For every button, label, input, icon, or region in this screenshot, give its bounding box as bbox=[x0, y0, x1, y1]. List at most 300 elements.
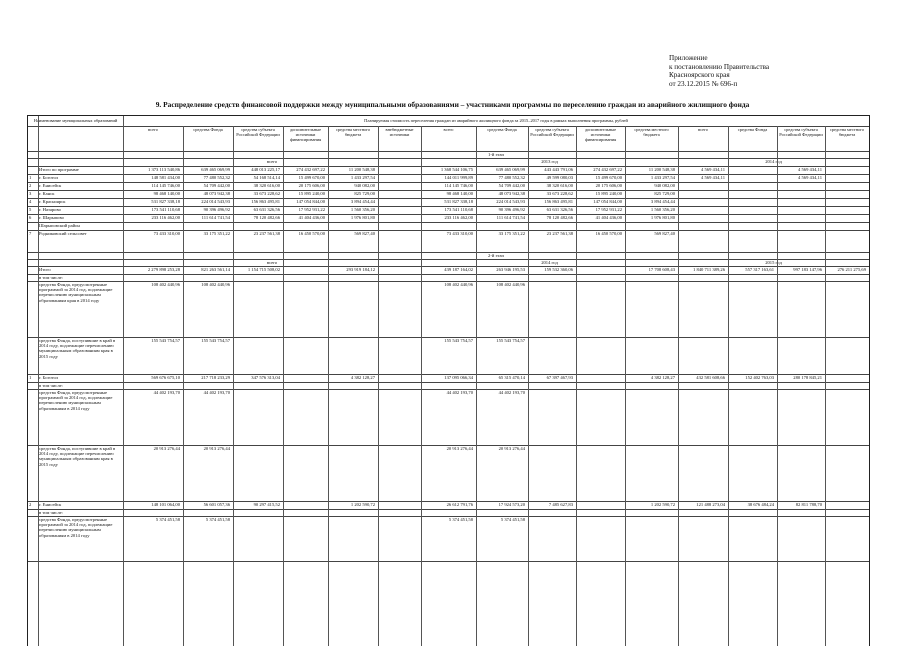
cell-value: 2 279 898 253,28 bbox=[147, 267, 180, 272]
cell-value: 4 569 434,11 bbox=[701, 167, 725, 172]
cell-value: 639 465 069,99 bbox=[496, 167, 525, 172]
cell-value: 114 145 746,00 bbox=[151, 183, 180, 188]
cell-value bbox=[826, 199, 866, 205]
cell-value bbox=[729, 207, 774, 213]
cell-value bbox=[529, 517, 573, 524]
cell-value: 108 402 440,96 bbox=[444, 282, 473, 287]
header-sub: средства субъекта Российской Федерации bbox=[530, 127, 574, 137]
cell-value bbox=[778, 282, 822, 289]
cell-value bbox=[234, 446, 280, 453]
cell-value: 1 368 544 106,75 bbox=[440, 167, 473, 172]
cell-value: 263 946 195,53 bbox=[496, 267, 525, 272]
cell-value bbox=[626, 517, 675, 524]
cell-value bbox=[284, 282, 325, 289]
cell-value bbox=[329, 390, 375, 397]
cell-value bbox=[826, 390, 866, 397]
cell-value bbox=[379, 167, 418, 173]
cell-value: 121 488 273,04 bbox=[696, 502, 725, 507]
cell-value: 569 676 675,10 bbox=[151, 375, 180, 380]
row-name: средства Фонда, предусмотренные программой за 2014 год, подлежащие перечислению муниципальным образованиям в 2014 году bbox=[39, 390, 113, 411]
row-name: Итого по программе bbox=[39, 167, 79, 172]
cell-value bbox=[234, 338, 280, 345]
cell-value: 16 450 570,00 bbox=[298, 231, 325, 236]
cell-value bbox=[234, 517, 280, 524]
cell-value: 293 919 184,12 bbox=[346, 267, 375, 272]
column-line bbox=[678, 126, 679, 646]
cell-value bbox=[234, 282, 280, 289]
cell-value: 4 382 128,27 bbox=[650, 375, 675, 380]
row-name: Итого bbox=[39, 267, 51, 272]
cell-value: 73 433 310,00 bbox=[446, 231, 473, 236]
header-sub: всего bbox=[148, 127, 158, 132]
cell-value: 1 202 590,72 bbox=[350, 502, 375, 507]
row-name: средства Фонда, поступившие в край в 2014 году, подлежащие перечислению муниципальным образованиям края в 2015 году bbox=[39, 338, 116, 359]
cell-value: 3 894 454,44 bbox=[650, 199, 675, 204]
cell-value bbox=[729, 390, 774, 397]
row-name: средства Фонда, предусмотренные программой за 2014 год, подлежащие перечислению муниципальным образованиям края в 2014 году bbox=[39, 282, 113, 303]
cell-value: 20 913 276,44 bbox=[446, 446, 473, 451]
cell-value bbox=[184, 223, 230, 229]
cell-value: 432 581 608,66 bbox=[696, 375, 725, 380]
cell-value: 148 581 434,00 bbox=[151, 175, 180, 180]
row-number: 5 bbox=[29, 207, 32, 212]
cell-value bbox=[284, 267, 325, 274]
cell-value: 15 895 240,00 bbox=[595, 191, 622, 196]
cell-value: 90 297 415,52 bbox=[253, 502, 280, 507]
cell-value bbox=[679, 446, 725, 453]
cell-value bbox=[529, 282, 573, 289]
cell-value bbox=[778, 215, 822, 221]
cell-value: 147 054 844,00 bbox=[593, 199, 622, 204]
cell-value bbox=[729, 282, 774, 289]
cell-value: 90 396 496,92 bbox=[498, 207, 525, 212]
header-sub: всего bbox=[698, 127, 708, 132]
cell-value bbox=[679, 338, 725, 345]
row-name: г. Боготол bbox=[39, 375, 59, 380]
cell-value bbox=[679, 231, 725, 251]
cell-value bbox=[729, 517, 774, 524]
cell-value: 33 175 351,22 bbox=[498, 231, 525, 236]
cell-value bbox=[379, 223, 418, 229]
cell-value: 17 952 931,22 bbox=[595, 207, 622, 212]
cell-value bbox=[778, 517, 822, 524]
cell-value bbox=[284, 446, 325, 453]
cell-value: 33 175 351,22 bbox=[203, 231, 230, 236]
cell-value: 44 402 193,70 bbox=[498, 390, 525, 395]
cell-value bbox=[729, 199, 774, 205]
cell-value: 173 541 110,68 bbox=[444, 207, 473, 212]
cell-value: 531 827 338,18 bbox=[151, 199, 180, 204]
cell-value: 5 374 451,58 bbox=[155, 517, 180, 522]
cell-value: 4 569 434,11 bbox=[798, 175, 822, 180]
cell-value: 147 054 844,00 bbox=[296, 199, 325, 204]
row-number bbox=[29, 275, 37, 280]
cell-value: 73 433 310,00 bbox=[153, 231, 180, 236]
header-line: к постановлению Правительства bbox=[669, 62, 770, 71]
cell-value: 82 811 788,70 bbox=[795, 502, 822, 507]
cell-value: 26 612 791,76 bbox=[446, 502, 473, 507]
cell-value bbox=[379, 375, 418, 382]
cell-value bbox=[729, 223, 774, 229]
column-line bbox=[576, 126, 577, 646]
cell-value: 569 827,40 bbox=[354, 231, 375, 236]
cell-value bbox=[679, 223, 725, 229]
cell-value: 821 263 561,14 bbox=[201, 267, 230, 272]
row-name: г. Шарыпово bbox=[39, 215, 64, 220]
column-line bbox=[728, 126, 729, 646]
row-name: средства Фонда, предусмотренные программой за 2014 год, подлежащие перечислению муниципальным образованиям в 2014 году bbox=[39, 517, 113, 538]
cell-value bbox=[284, 517, 325, 524]
cell-value: 56 601 057,36 bbox=[203, 502, 230, 507]
row-name: г. Назарово bbox=[39, 207, 61, 212]
cell-value: 63 631 326,56 bbox=[546, 207, 573, 212]
cell-value bbox=[778, 231, 822, 251]
cell-value: 639 465 069,99 bbox=[201, 167, 230, 172]
cell-value bbox=[284, 502, 325, 509]
row-number bbox=[29, 517, 37, 560]
cell-value: 15 895 240,00 bbox=[298, 191, 325, 196]
cell-value bbox=[778, 191, 822, 197]
cell-value bbox=[379, 390, 418, 397]
header-line: от 23.12.2015 № 696-п bbox=[669, 79, 738, 88]
cell-value bbox=[679, 390, 725, 397]
cell-value: 224 014 543,93 bbox=[496, 199, 525, 204]
cell-value bbox=[577, 223, 622, 229]
row-number bbox=[29, 267, 37, 273]
cell-value bbox=[529, 338, 573, 345]
cell-value bbox=[729, 183, 774, 189]
cell-value: 17 924 573,20 bbox=[498, 502, 525, 507]
cell-value: 7 485 627,83 bbox=[548, 502, 573, 507]
cell-value bbox=[826, 502, 866, 509]
cell-value bbox=[826, 183, 866, 189]
cell-value bbox=[577, 267, 622, 274]
row-number bbox=[29, 282, 37, 336]
cell-value: 41 404 436,00 bbox=[595, 215, 622, 220]
row-name: г. Енисейск bbox=[39, 183, 62, 188]
header-sub: дополнительные источники финансирования bbox=[289, 127, 322, 142]
column-line bbox=[528, 126, 529, 646]
cell-value: 20 175 606,00 bbox=[298, 183, 325, 188]
cell-value bbox=[626, 390, 675, 397]
column-line bbox=[328, 126, 329, 646]
cell-value bbox=[826, 282, 866, 289]
cell-value bbox=[778, 390, 822, 397]
cell-value bbox=[826, 231, 866, 251]
row-name: г. Боготол bbox=[39, 175, 59, 180]
cell-value: 4 569 434,11 bbox=[701, 175, 725, 180]
cell-value bbox=[826, 375, 866, 382]
cell-value: 33 673 228,62 bbox=[546, 191, 573, 196]
cell-value bbox=[626, 338, 675, 345]
cell-value: 111 614 741,54 bbox=[496, 215, 525, 220]
cell-value: 4 382 128,27 bbox=[350, 375, 375, 380]
cell-value bbox=[729, 231, 774, 251]
row-number: 2 bbox=[29, 183, 32, 188]
cell-value bbox=[234, 390, 280, 397]
cell-value bbox=[284, 390, 325, 397]
cell-value: 137 095 066,34 bbox=[444, 375, 473, 380]
header-main: Планируемая стоимость переселения граждан из аварийного жилищного фонда за 2015–2017 годы в рамках выполнения программы, рублей bbox=[364, 118, 628, 123]
cell-value bbox=[729, 191, 774, 197]
cell-value: 156 863 495,81 bbox=[544, 199, 573, 204]
cell-value: 217 718 233,29 bbox=[201, 375, 230, 380]
cell-value bbox=[577, 517, 622, 524]
cell-value: 1 560 356,20 bbox=[650, 207, 675, 212]
cell-value: 1 433 297,54 bbox=[650, 175, 675, 180]
row-number bbox=[29, 167, 37, 173]
cell-value: 156 863 495,81 bbox=[251, 199, 280, 204]
cell-value bbox=[284, 338, 325, 345]
table-row bbox=[28, 561, 869, 562]
row-number bbox=[29, 223, 37, 229]
cell-value bbox=[826, 517, 866, 524]
cell-value: 23 237 561,38 bbox=[546, 231, 573, 236]
cell-value bbox=[422, 223, 473, 229]
cell-value: 439 187 164,02 bbox=[444, 267, 473, 272]
cell-value: 152 402 763,03 bbox=[745, 375, 774, 380]
cell-value bbox=[679, 282, 725, 289]
cell-value: 17 952 931,22 bbox=[298, 207, 325, 212]
cell-value: 997 183 147,96 bbox=[793, 267, 822, 272]
cell-value: 108 402 440,96 bbox=[151, 282, 180, 287]
cell-value bbox=[379, 215, 418, 221]
cell-value: 448 013 225,17 bbox=[251, 167, 280, 172]
cell-value: 98 468 140,00 bbox=[153, 191, 180, 196]
cell-value: 159 532 360,06 bbox=[544, 267, 573, 272]
cell-value: 16 450 570,00 bbox=[595, 231, 622, 236]
cell-value: 940 082,00 bbox=[354, 183, 375, 188]
period-label: 2014 год bbox=[765, 159, 782, 164]
period-label: 2013 год bbox=[541, 159, 558, 164]
cell-value: 98 468 140,00 bbox=[446, 191, 473, 196]
cell-value: 443 443 791,06 bbox=[544, 167, 573, 172]
cell-value: 155 543 754,57 bbox=[496, 338, 525, 343]
cell-value: 90 396 496,92 bbox=[203, 207, 230, 212]
cell-value: 940 082,00 bbox=[654, 183, 675, 188]
cell-value: 224 014 543,93 bbox=[201, 199, 230, 204]
cell-value bbox=[379, 231, 418, 251]
row-name: Шарыповский район bbox=[39, 223, 80, 228]
cell-value: 23 237 561,38 bbox=[253, 231, 280, 236]
cell-value: 65 315 470,14 bbox=[498, 375, 525, 380]
header-sub: средства Фонда bbox=[487, 127, 517, 132]
cell-value: 274 432 697,22 bbox=[593, 167, 622, 172]
cell-value bbox=[577, 282, 622, 289]
column-line bbox=[183, 126, 184, 646]
distribution-table bbox=[27, 115, 870, 646]
cell-value: 155 543 754,57 bbox=[201, 338, 230, 343]
cell-value bbox=[379, 282, 418, 289]
cell-value: 77 480 552,32 bbox=[498, 175, 525, 180]
row-number bbox=[29, 446, 37, 500]
column-line bbox=[38, 116, 39, 646]
period-label: 2015 год bbox=[765, 260, 782, 265]
column-line bbox=[283, 126, 284, 646]
cell-value: 233 116 462,00 bbox=[444, 215, 473, 220]
cell-value bbox=[729, 175, 774, 181]
cell-value: 20 913 276,44 bbox=[203, 446, 230, 451]
column-line bbox=[123, 116, 124, 646]
cell-value bbox=[379, 338, 418, 345]
cell-value: 77 480 552,32 bbox=[203, 175, 230, 180]
cell-value: 78 120 482,66 bbox=[546, 215, 573, 220]
cell-value bbox=[626, 282, 675, 289]
column-line bbox=[421, 126, 422, 646]
cell-value bbox=[329, 338, 375, 345]
header-mo: Наименование муниципальных образований bbox=[33, 118, 118, 123]
cell-value bbox=[826, 175, 866, 181]
cell-value bbox=[826, 446, 866, 453]
cell-value bbox=[577, 446, 622, 453]
cell-value bbox=[529, 446, 573, 453]
cell-value bbox=[729, 338, 774, 345]
cell-value bbox=[826, 191, 866, 197]
cell-value: 114 145 746,00 bbox=[444, 183, 473, 188]
cell-value bbox=[529, 390, 573, 397]
cell-value: 44 402 193,70 bbox=[446, 390, 473, 395]
cell-value: 111 614 741,54 bbox=[201, 215, 230, 220]
cell-value: 233 116 462,00 bbox=[151, 215, 180, 220]
cell-value: 38 320 616,00 bbox=[253, 183, 280, 188]
header-sub: дополнительные источники финансирования bbox=[584, 127, 617, 142]
cell-value: 44 402 193,70 bbox=[153, 390, 180, 395]
cell-value bbox=[778, 207, 822, 213]
cell-value: 5 374 451,58 bbox=[500, 517, 525, 522]
cell-value bbox=[379, 446, 418, 453]
row-number: 2 bbox=[29, 502, 32, 507]
column-line bbox=[378, 126, 379, 646]
cell-value: 1 373 113 540,86 bbox=[148, 167, 180, 172]
cell-value: 17 708 608,43 bbox=[648, 267, 675, 272]
cell-value bbox=[729, 446, 774, 453]
cell-value: 11 200 548,38 bbox=[648, 167, 675, 172]
stage-label: 2-й этап bbox=[488, 253, 504, 258]
cell-value bbox=[124, 223, 180, 229]
header-sub: средства местного бюджета bbox=[335, 127, 371, 137]
cell-value bbox=[379, 267, 418, 274]
cell-value bbox=[379, 175, 418, 181]
header-sub: средства субъекта Российской Федерации bbox=[236, 127, 280, 137]
cell-value: 155 543 754,57 bbox=[151, 338, 180, 343]
header-sub: внебюджетные источники bbox=[385, 127, 414, 137]
header-line: Приложение bbox=[669, 54, 708, 62]
cell-value bbox=[679, 517, 725, 524]
cell-value: 1 976 801,80 bbox=[350, 215, 375, 220]
row-number: 4 bbox=[29, 199, 32, 204]
row-name: г. Енисейск bbox=[39, 502, 62, 507]
cell-value: 144 011 999,89 bbox=[444, 175, 473, 180]
row-number: 1 bbox=[29, 175, 32, 180]
header-sub: средства субъекта Российской Федерации bbox=[779, 127, 823, 137]
document-title: 9. Распределение средств финансовой поддержки между муниципальными образованиями – участниками программы по переселению граждан из аварийного жилищного фонда bbox=[155, 100, 750, 109]
cell-value: 274 432 697,22 bbox=[296, 167, 325, 172]
cell-value bbox=[826, 207, 866, 213]
row-name: средства Фонда, поступившие в край в 2014 году, подлежащие перечислению муниципальным образованиям края в 2015 году bbox=[39, 446, 116, 467]
cell-value: 67 397 467,93 bbox=[546, 375, 573, 380]
cell-value: 276 211 275,69 bbox=[837, 267, 866, 272]
cell-value: 155 543 754,57 bbox=[444, 338, 473, 343]
cell-value bbox=[329, 446, 375, 453]
row-number: 7 bbox=[29, 231, 32, 236]
row-number: 1 bbox=[29, 375, 32, 380]
cell-value bbox=[577, 502, 622, 509]
cell-value bbox=[826, 223, 866, 229]
cell-value bbox=[826, 167, 866, 173]
cell-value bbox=[577, 338, 622, 345]
cell-value bbox=[379, 502, 418, 509]
cell-value bbox=[577, 390, 622, 397]
cell-value: 11 200 548,38 bbox=[348, 167, 375, 172]
cell-value bbox=[329, 282, 375, 289]
cell-value: 54 709 442,00 bbox=[498, 183, 525, 188]
cell-value bbox=[679, 191, 725, 197]
cell-value bbox=[679, 183, 725, 189]
cell-value bbox=[379, 191, 418, 197]
cell-value: 48 073 942,38 bbox=[498, 191, 525, 196]
cell-value: 20 913 276,44 bbox=[153, 446, 180, 451]
cell-value: 531 827 338,18 bbox=[444, 199, 473, 204]
cell-value: 20 175 606,00 bbox=[595, 183, 622, 188]
cell-value bbox=[626, 223, 675, 229]
header-sub: средства Фонда bbox=[193, 127, 223, 132]
cell-value bbox=[679, 215, 725, 221]
header-line: Красноярского края bbox=[669, 71, 730, 80]
header-sub: всего bbox=[443, 127, 454, 132]
period-label: 2014 год bbox=[541, 260, 558, 265]
cell-value bbox=[729, 215, 774, 221]
cell-value: 3 894 454,44 bbox=[350, 199, 375, 204]
column-line bbox=[233, 126, 234, 646]
row-number: 3 bbox=[29, 191, 32, 196]
row-number bbox=[29, 390, 37, 444]
cell-value: 44 402 193,70 bbox=[203, 390, 230, 395]
approval-header bbox=[669, 54, 899, 88]
column-line bbox=[777, 126, 778, 646]
row-number bbox=[29, 510, 37, 515]
cell-value: 347 576 313,04 bbox=[251, 375, 280, 380]
cell-value: 148 101 064,00 bbox=[151, 502, 180, 507]
cell-value bbox=[778, 338, 822, 345]
cell-value bbox=[234, 223, 280, 229]
cell-value: 33 673 228,62 bbox=[253, 191, 280, 196]
row-name: в том числе: bbox=[39, 383, 63, 388]
cell-value: 5 374 451,58 bbox=[448, 517, 473, 522]
cell-value: 1 840 711 389,26 bbox=[693, 267, 725, 272]
cell-value bbox=[329, 517, 375, 524]
cell-value bbox=[529, 223, 573, 229]
cell-value: 1 202 590,72 bbox=[650, 502, 675, 507]
cell-value bbox=[778, 446, 822, 453]
cell-value: 1 976 801,80 bbox=[650, 215, 675, 220]
row-name: г. Канск bbox=[39, 191, 55, 196]
period-label: всего bbox=[266, 159, 278, 164]
cell-value: 825 729,00 bbox=[354, 191, 375, 196]
cell-value: 1 154 715 508,02 bbox=[247, 267, 280, 272]
cell-value bbox=[284, 375, 325, 382]
header-sub: средства местного бюджета bbox=[829, 127, 865, 137]
cell-value: 15 499 670,00 bbox=[298, 175, 325, 180]
cell-value: 108 402 440,96 bbox=[496, 282, 525, 287]
cell-value: 4 569 434,11 bbox=[798, 167, 822, 172]
cell-value: 1 560 356,20 bbox=[350, 207, 375, 212]
cell-value bbox=[626, 446, 675, 453]
cell-value: 5 374 451,58 bbox=[205, 517, 230, 522]
cell-value: 78 120 482,66 bbox=[253, 215, 280, 220]
cell-value: 48 073 942,38 bbox=[203, 191, 230, 196]
cell-value: 15 499 670,00 bbox=[595, 175, 622, 180]
cell-value bbox=[826, 215, 866, 221]
